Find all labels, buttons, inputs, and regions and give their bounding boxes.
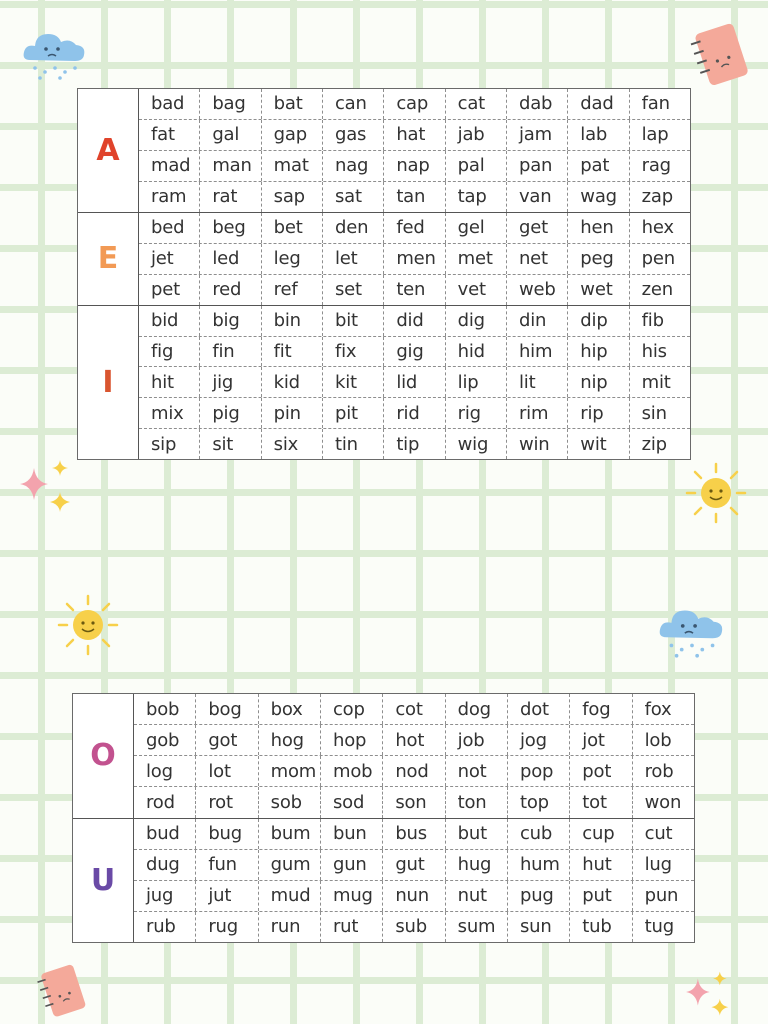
word-cell: fog — [569, 694, 631, 724]
vowel-group-u — [73, 818, 694, 943]
word-cell: hog — [258, 725, 320, 755]
word-rows — [139, 89, 690, 212]
word-cell: tap — [445, 182, 506, 212]
word-cell: but — [445, 819, 507, 849]
word-cell: hen — [567, 213, 628, 243]
word-cell: jut — [195, 881, 257, 911]
word-cell: wit — [567, 429, 628, 459]
word-cell: fib — [629, 306, 690, 336]
word-cell: tip — [383, 429, 444, 459]
word-cell: jig — [199, 367, 260, 397]
word-cell: hit — [151, 371, 174, 393]
word-cell: rob — [632, 756, 694, 786]
word-cell: peg — [567, 244, 628, 274]
rain-cloud-icon — [656, 598, 728, 660]
word-cell: bad — [151, 93, 185, 115]
word-cell: rip — [567, 398, 628, 428]
word-cell: mat — [261, 151, 322, 181]
word-cell: pin — [261, 398, 322, 428]
word-cell: fig — [151, 340, 174, 362]
word-cell: lot — [195, 756, 257, 786]
word-cell: set — [322, 275, 383, 305]
word-cell: bit — [322, 306, 383, 336]
word-cell: jet — [151, 248, 174, 270]
word-cell: tug — [632, 912, 694, 942]
word-cell: kit — [322, 367, 383, 397]
word-cell: fan — [629, 89, 690, 119]
vowel-group-i — [78, 305, 690, 459]
word-cell: fin — [199, 337, 260, 367]
word-cell: sit — [199, 429, 260, 459]
vowel-group-e — [78, 212, 690, 305]
word-cell: nut — [445, 881, 507, 911]
word-rows — [139, 213, 690, 305]
word-cell: mit — [629, 367, 690, 397]
word-row — [139, 119, 690, 150]
word-cell: ten — [383, 275, 444, 305]
word-cell: lid — [383, 367, 444, 397]
word-cell: dab — [506, 89, 567, 119]
word-cell: rig — [445, 398, 506, 428]
word-cell: pun — [632, 881, 694, 911]
word-cell: beg — [199, 213, 260, 243]
word-cell: din — [506, 306, 567, 336]
word-cell: ref — [261, 275, 322, 305]
word-cell: rim — [506, 398, 567, 428]
word-cell: met — [445, 244, 506, 274]
word-cell: bet — [261, 213, 322, 243]
word-row — [139, 89, 690, 119]
word-cell: hop — [320, 725, 382, 755]
word-cell: cub — [507, 819, 569, 849]
word-cell: his — [629, 337, 690, 367]
word-cell: let — [322, 244, 383, 274]
word-cell: fox — [632, 694, 694, 724]
word-cell: fit — [261, 337, 322, 367]
word-cell: pat — [567, 151, 628, 181]
word-cell: gob — [146, 729, 180, 751]
word-cell: wig — [445, 429, 506, 459]
vowel-letter: I — [78, 306, 139, 459]
word-cell: rub — [146, 916, 176, 938]
word-cell: hut — [569, 850, 631, 880]
word-cell: leg — [261, 244, 322, 274]
word-cell: sum — [445, 912, 507, 942]
word-cell: pal — [445, 151, 506, 181]
notebook-icon — [688, 18, 752, 94]
word-cell: win — [506, 429, 567, 459]
word-cell: sat — [322, 182, 383, 212]
word-cell: mom — [258, 756, 320, 786]
word-cell: hex — [629, 213, 690, 243]
word-cell: pen — [629, 244, 690, 274]
word-cell: mud — [258, 881, 320, 911]
word-cell: sod — [320, 787, 382, 817]
sparkle-icon — [680, 970, 736, 1024]
word-cell: pop — [507, 756, 569, 786]
word-cell: bud — [146, 823, 180, 845]
vowel-letter: A — [78, 89, 139, 212]
word-cell: bus — [382, 819, 444, 849]
word-cell: pan — [506, 151, 567, 181]
word-cell: gal — [199, 120, 260, 150]
word-cell: won — [632, 787, 694, 817]
word-cell: nun — [382, 881, 444, 911]
word-cell: cup — [569, 819, 631, 849]
word-cell: rod — [146, 791, 175, 813]
word-cell: tan — [383, 182, 444, 212]
word-cell: mug — [320, 881, 382, 911]
word-cell: man — [199, 151, 260, 181]
word-row — [139, 336, 690, 367]
word-cell: nod — [382, 756, 444, 786]
word-cell: dip — [567, 306, 628, 336]
word-cell: run — [258, 912, 320, 942]
vowel-letter: U — [73, 819, 134, 943]
word-cell: den — [322, 213, 383, 243]
word-cell: cat — [445, 89, 506, 119]
word-cell: pot — [569, 756, 631, 786]
word-cell: pig — [199, 398, 260, 428]
word-cell: lip — [445, 367, 506, 397]
word-cell: van — [506, 182, 567, 212]
word-row — [139, 428, 690, 459]
word-row — [134, 880, 694, 911]
word-cell: cot — [382, 694, 444, 724]
word-cell: mix — [151, 402, 184, 424]
word-row — [139, 213, 690, 243]
word-cell: bin — [261, 306, 322, 336]
word-cell: gum — [258, 850, 320, 880]
vowel-group-a — [78, 89, 690, 212]
word-row — [139, 243, 690, 274]
word-cell: cut — [632, 819, 694, 849]
word-cell: dug — [146, 854, 180, 876]
word-cell: sun — [507, 912, 569, 942]
word-cell: bag — [199, 89, 260, 119]
sparkle-icon — [18, 458, 74, 522]
word-cell: dig — [445, 306, 506, 336]
word-cell: bed — [151, 217, 185, 239]
vowel-letter: E — [78, 213, 139, 305]
word-cell: sub — [382, 912, 444, 942]
word-cell: bid — [151, 310, 179, 332]
vowel-table-a-e-i — [77, 88, 691, 460]
word-cell: can — [322, 89, 383, 119]
word-cell: mad — [151, 155, 191, 177]
word-cell: hum — [507, 850, 569, 880]
word-cell: hip — [567, 337, 628, 367]
word-cell: wag — [567, 182, 628, 212]
word-cell: bun — [320, 819, 382, 849]
word-cell: dog — [445, 694, 507, 724]
word-cell: sin — [629, 398, 690, 428]
word-row — [134, 694, 694, 724]
word-cell: nip — [567, 367, 628, 397]
word-row — [134, 849, 694, 880]
word-cell: not — [445, 756, 507, 786]
word-row — [134, 786, 694, 817]
word-cell: box — [258, 694, 320, 724]
word-cell: bob — [146, 698, 180, 720]
sun-icon — [55, 592, 121, 658]
word-cell: rid — [383, 398, 444, 428]
word-cell: fat — [151, 124, 175, 146]
word-cell: lap — [629, 120, 690, 150]
word-cell: hug — [445, 850, 507, 880]
word-cell: job — [445, 725, 507, 755]
word-cell: wet — [567, 275, 628, 305]
word-cell: vet — [445, 275, 506, 305]
word-cell: gig — [383, 337, 444, 367]
word-cell: tot — [569, 787, 631, 817]
word-cell: nap — [383, 151, 444, 181]
word-cell: fun — [195, 850, 257, 880]
word-cell: zap — [629, 182, 690, 212]
word-cell: zip — [629, 429, 690, 459]
word-cell: bum — [258, 819, 320, 849]
word-cell: lab — [567, 120, 628, 150]
word-row — [139, 397, 690, 428]
word-cell: lob — [632, 725, 694, 755]
word-cell: gut — [382, 850, 444, 880]
word-cell: rat — [199, 182, 260, 212]
word-row — [139, 181, 690, 212]
word-cell: jab — [445, 120, 506, 150]
word-cell: hat — [383, 120, 444, 150]
word-cell: red — [199, 275, 260, 305]
word-cell: lit — [506, 367, 567, 397]
word-cell: jog — [507, 725, 569, 755]
word-cell: mob — [320, 756, 382, 786]
word-rows — [139, 306, 690, 459]
word-cell: led — [199, 244, 260, 274]
word-cell: son — [382, 787, 444, 817]
word-cell: web — [506, 275, 567, 305]
word-cell: gel — [445, 213, 506, 243]
word-cell: top — [507, 787, 569, 817]
word-cell: tin — [322, 429, 383, 459]
word-cell: cop — [320, 694, 382, 724]
vowel-group-o — [73, 694, 694, 818]
word-cell: kid — [261, 367, 322, 397]
vowel-table-o-u — [72, 693, 695, 943]
word-cell: pug — [507, 881, 569, 911]
notebook-icon — [30, 960, 94, 1024]
word-cell: log — [146, 760, 173, 782]
vowel-letter: O — [73, 694, 134, 818]
word-cell: big — [199, 306, 260, 336]
word-cell: him — [506, 337, 567, 367]
word-rows — [134, 819, 694, 943]
word-row — [134, 755, 694, 786]
word-cell: pet — [151, 279, 180, 301]
word-cell: pit — [322, 398, 383, 428]
word-cell: six — [261, 429, 322, 459]
word-cell: tub — [569, 912, 631, 942]
word-cell: jam — [506, 120, 567, 150]
word-cell: get — [506, 213, 567, 243]
word-row — [139, 366, 690, 397]
word-cell: hid — [445, 337, 506, 367]
word-cell: nag — [322, 151, 383, 181]
word-cell: dot — [507, 694, 569, 724]
word-cell: got — [195, 725, 257, 755]
word-cell: sob — [258, 787, 320, 817]
word-cell: lug — [632, 850, 694, 880]
word-cell: ram — [151, 186, 187, 208]
word-cell: fix — [322, 337, 383, 367]
word-cell: men — [383, 244, 444, 274]
word-cell: gap — [261, 120, 322, 150]
word-cell: rut — [320, 912, 382, 942]
word-row — [139, 274, 690, 305]
word-cell: hot — [382, 725, 444, 755]
rain-cloud-icon — [20, 22, 90, 82]
word-row — [134, 724, 694, 755]
word-cell: did — [383, 306, 444, 336]
word-cell: jug — [146, 885, 174, 907]
word-row — [134, 819, 694, 849]
word-cell: rot — [195, 787, 257, 817]
word-cell: dad — [567, 89, 628, 119]
word-cell: sap — [261, 182, 322, 212]
word-cell: rug — [195, 912, 257, 942]
word-rows — [134, 694, 694, 818]
word-cell: rag — [629, 151, 690, 181]
word-cell: sip — [151, 433, 177, 455]
word-cell: net — [506, 244, 567, 274]
word-cell: jot — [569, 725, 631, 755]
word-cell: bog — [195, 694, 257, 724]
word-row — [134, 911, 694, 942]
word-cell: fed — [383, 213, 444, 243]
word-cell: gas — [322, 120, 383, 150]
word-cell: bug — [195, 819, 257, 849]
sun-icon — [683, 460, 749, 526]
word-cell: cap — [383, 89, 444, 119]
word-cell: gun — [320, 850, 382, 880]
word-cell: zen — [629, 275, 690, 305]
word-cell: bat — [261, 89, 322, 119]
word-cell: ton — [445, 787, 507, 817]
word-row — [139, 150, 690, 181]
word-row — [139, 306, 690, 336]
word-cell: put — [569, 881, 631, 911]
